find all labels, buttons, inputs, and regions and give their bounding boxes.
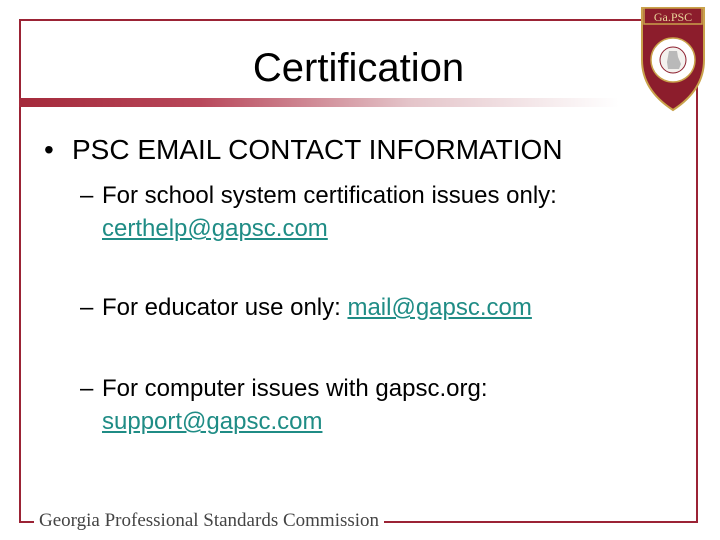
item-description: For school system certification issues only: [102,182,557,209]
support-email-link[interactable]: support@gapsc.com [102,408,323,435]
bullet-symbol: • [44,134,54,165]
item-dash: – [80,294,94,321]
seal-text: Ga.PSC [653,10,693,24]
main-bullet [44,130,563,170]
title-underline-bar [19,98,619,107]
slide-title: Certification [252,46,465,90]
item-dash: – [80,182,94,209]
certhelp-email-link[interactable]: certhelp@gapsc.com [102,215,328,242]
contact-item-educator [80,291,660,324]
mail-email-link[interactable]: mail@gapsc.com [347,294,532,321]
gapsc-seal-logo [638,2,708,112]
bullet-text: PSC EMAIL CONTACT INFORMATION [72,134,563,165]
contact-item-school-system [80,179,660,245]
item-description: For computer issues with gapsc.org: [102,375,488,402]
footer-organization-name: Georgia Professional Standards Commission [34,509,384,533]
item-description: For educator use only: [102,294,341,321]
item-dash: – [80,375,94,402]
contact-item-computer-issues [80,372,540,438]
